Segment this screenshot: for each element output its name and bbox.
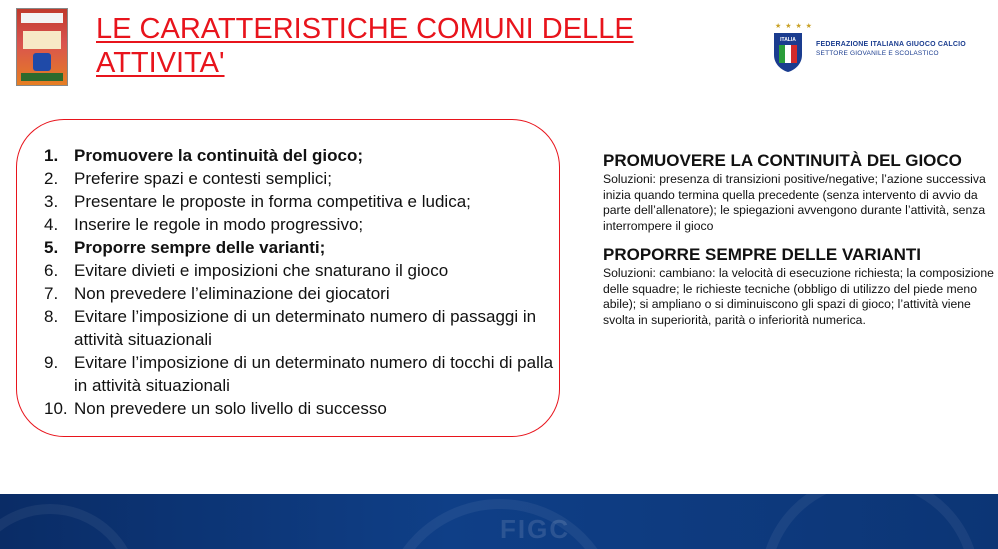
- details-panel: [603, 150, 998, 328]
- list-item-number: 1.: [44, 146, 59, 165]
- figc-logo: [770, 22, 990, 78]
- list-item-text: Proporre sempre delle varianti;: [74, 238, 326, 257]
- list-item-text: Evitare l’imposizione di un determinato numero di passaggi in attività situazionali: [74, 307, 537, 349]
- list-item-text: Non prevedere l’eliminazione dei giocatori: [74, 284, 390, 303]
- footer-watermark: FIGC: [500, 514, 571, 544]
- footer-decoration: [760, 494, 980, 549]
- list-item-number: 10.: [44, 399, 68, 418]
- figc-shield-icon: [772, 31, 804, 73]
- list-item: [44, 397, 560, 420]
- page-title: LE CARATTERISTICHE COMUNI DELLE ATTIVITA': [96, 13, 634, 79]
- list-item: [44, 305, 560, 351]
- section-title: PROMUOVERE LA CONTINUITÀ DEL GIOCO: [603, 151, 962, 170]
- section-body: Soluzioni: presenza di transizioni positive/negative; l’azione successiva inizia quando termina quella precedente (senza intervento di avvio da parte dell’allenatore); le spiegazioni avvengono durante l’attività, senza interrompere il gioco: [603, 172, 986, 233]
- list-item-text: Presentare le proposte in forma competitiva e ludica;: [74, 192, 471, 211]
- stars-icon: ★ ★ ★ ★: [775, 23, 813, 30]
- list-item-number: 7.: [44, 284, 59, 303]
- list-item: [44, 144, 560, 167]
- list-item-number: 3.: [44, 192, 59, 211]
- list-item-text: Preferire spazi e contesti semplici;: [74, 169, 332, 188]
- list-item-number: 4.: [44, 215, 59, 234]
- footer-banner: [0, 494, 998, 549]
- list-item-text: Promuovere la continuità del gioco;: [74, 146, 364, 165]
- list-item-text: Inserire le regole in modo progressivo;: [74, 215, 364, 234]
- cover-footer-band: [21, 73, 63, 81]
- list-item-text: Evitare divieti e imposizioni che snaturano il gioco: [74, 261, 449, 280]
- list-item-number: 8.: [44, 307, 59, 326]
- list-item: [44, 167, 560, 190]
- list-item: [44, 259, 560, 282]
- list-item-number: 9.: [44, 353, 59, 372]
- federation-name: FEDERAZIONE ITALIANA GIUOCO CALCIO: [816, 41, 966, 48]
- section-body: Soluzioni: cambiano: la velocità di esecuzione richiesta; la composizione delle squadre; le richieste tecniche (obbligo di utilizzo del piede meno abile); si ampliano o si diminuiscono gli spazi di gioco; l’attività viene svolta in superiorità, parità o inferiorità numerica.: [603, 266, 994, 327]
- list-item: [44, 282, 560, 305]
- list-item: [44, 190, 560, 213]
- section-variants: [603, 244, 998, 328]
- guide-cover-thumbnail: [16, 8, 68, 86]
- section-continuity: [603, 150, 998, 234]
- list-item-text: Evitare l’imposizione di un determinato numero di tocchi di palla in attività situazionali: [74, 353, 554, 395]
- cover-crest-icon: [33, 53, 51, 71]
- list-item-number: 6.: [44, 261, 59, 280]
- list-item: [44, 213, 560, 236]
- cover-header-band: [21, 13, 63, 23]
- footer-decoration: [0, 504, 140, 549]
- section-title: PROPORRE SEMPRE DELLE VARIANTI: [603, 245, 921, 264]
- logo-text: ITALIA: [780, 37, 796, 43]
- federation-subtitle: SETTORE GIOVANILE E SCOLASTICO: [816, 50, 939, 57]
- list-item-number: 5.: [44, 238, 59, 257]
- list-item: [44, 351, 560, 397]
- list-item-text: Non prevedere un solo livello di successo: [74, 399, 387, 418]
- list-item: [44, 236, 560, 259]
- characteristics-list: [44, 144, 560, 420]
- list-item-number: 2.: [44, 169, 59, 188]
- cover-title-band: [23, 31, 61, 49]
